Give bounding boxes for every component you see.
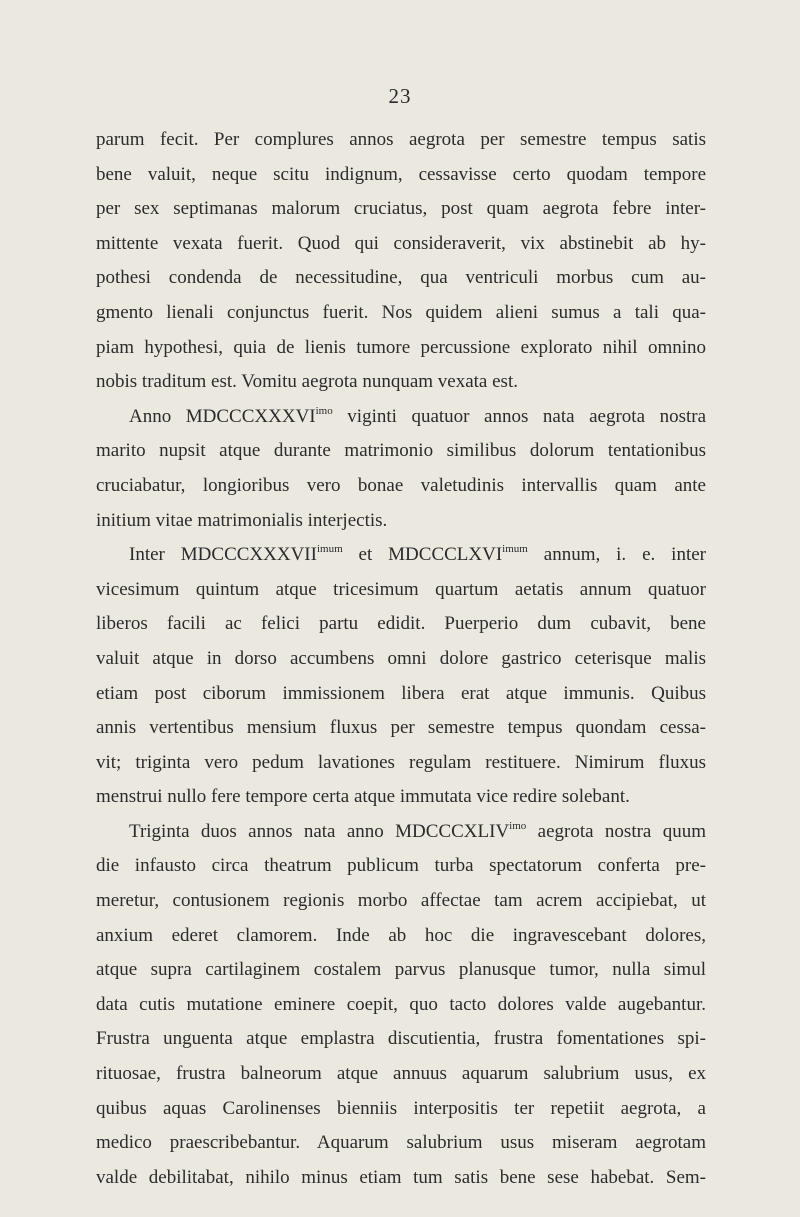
text-segment: medico praescribebantur. Aquarum salubrium usus miseram aegrotam [96,1132,706,1154]
text-segment: liberos facili ac felici partu edidit. Puerperio dum cubavit, bene [96,613,706,635]
text-segment: annum, i. e. inter [527,544,706,566]
text-segment: die infausto circa theatrum publicum turba spectatorum conferta pre- [96,855,706,877]
text-line [96,642,706,677]
text-segment: meretur, contusionem regionis morbo affectae tam acrem accipiebat, ut [96,890,706,912]
text-segment: Inter MDCCCXXXVII [129,544,317,566]
text-line [96,953,706,988]
text-line [96,1057,706,1092]
text-line [96,331,706,366]
text-segment: etiam post ciborum immissionem libera erat atque immunis. Quibus [96,682,706,704]
text-segment: atque supra cartilaginem costalem parvus planusque tumor, nulla simul [96,959,706,981]
text-segment: anxium ederet clamorem. Inde ab hoc die ingravescebant dolores, [96,924,706,946]
text-line [96,849,706,884]
text-segment: marito nupsit atque durante matrimonio similibus dolorum tentationibus [96,440,706,462]
page-number: 23 [388,84,412,108]
text-segment: per sex septimanas malorum cruciatus, post quam aegrota febre inter- [96,198,706,220]
text-segment: viginti quatuor annos nata aegrota nostra [332,405,706,427]
text-line [96,988,706,1023]
text-line [96,296,706,331]
text-line [96,746,706,781]
text-line [96,192,706,227]
text-segment: valuit atque in dorso accumbens omni dolore gastrico ceterisque malis [96,647,706,669]
text-segment: vit; triginta vero pedum lavationes regulam restituere. Nimirum fluxus [96,751,706,773]
text-segment: menstrui nullo fere tempore certa atque immutata vice redire solebant. [96,786,630,808]
superscript-ordinal: imo [509,819,527,832]
text-line [96,573,706,608]
text-line [96,158,706,193]
text-segment: et MDCCCLXVI [342,544,503,566]
text-line [96,815,706,850]
text-line [96,1126,706,1161]
text-line [96,711,706,746]
text-segment: initium vitae matrimonialis interjectis. [96,509,388,531]
text-segment: nobis traditum est. Vomitu aegrota nunquam vexata est. [96,371,518,393]
text-segment: valde debilitabat, nihilo minus etiam tum satis bene sese habebat. Sem- [96,1166,706,1188]
text-segment: annis vertentibus mensium fluxus per semestre tempus quondam cessa- [96,717,706,739]
text-line [96,504,706,539]
text-line [96,677,706,712]
text-line [96,919,706,954]
text-segment: rituosae, frustra balneorum atque annuus aquarum salubrium usus, ex [96,1063,706,1085]
text-line [96,365,706,400]
superscript-ordinal: imo [315,404,333,417]
text-segment: Triginta duos annos nata anno MDCCCXLIV [129,820,510,842]
text-segment: parum fecit. Per complures annos aegrota per semestre tempus satis [96,129,706,150]
text-segment: mittente vexata fuerit. Quod qui consideraverit, vix abstinebit ab hy- [96,232,706,254]
text-segment: Frustra unguenta atque emplastra discutientia, frustra fomentationes spi- [96,1028,706,1050]
text-line [96,261,706,296]
superscript-ordinal: imum [502,543,528,556]
text-line [96,400,706,435]
text-segment: vicesimum quintum atque tricesimum quartum aetatis annum quatuor [96,578,706,600]
text-segment: bene valuit, neque scitu indignum, cessavisse certo quodam tempore [96,163,706,185]
text-line [96,434,706,469]
text-line [96,227,706,262]
text-segment: pothesi condenda de necessitudine, qua ventriculi morbus cum au- [96,267,706,289]
text-segment: quibus aquas Carolinenses bienniis interpositis ter repetiit aegrota, a [96,1097,706,1119]
text-segment: gmento lienali conjunctus fuerit. Nos quidem alieni sumus a tali qua- [96,301,706,323]
text-segment: piam hypothesi, quia de lienis tumore percussione explorato nihil omnino [96,336,706,358]
text-line [96,1022,706,1057]
text-segment: Anno MDCCCXXXVI [129,405,316,427]
text-line [96,780,706,815]
text-line [96,538,706,573]
text-line [96,1092,706,1127]
text-segment: cruciabatur, longioribus vero bonae valetudinis intervallis quam ante [96,474,706,496]
text-segment: aegrota nostra quum [526,820,707,842]
text-line [96,1161,706,1196]
text-line [96,123,706,158]
superscript-ordinal: imum [316,543,343,556]
text-line [96,884,706,919]
text-line [96,469,706,504]
text-segment: data cutis mutatione eminere coepit, quo tacto dolores valde augebantur. [96,993,706,1015]
body-text [96,123,706,1195]
text-line [96,607,706,642]
